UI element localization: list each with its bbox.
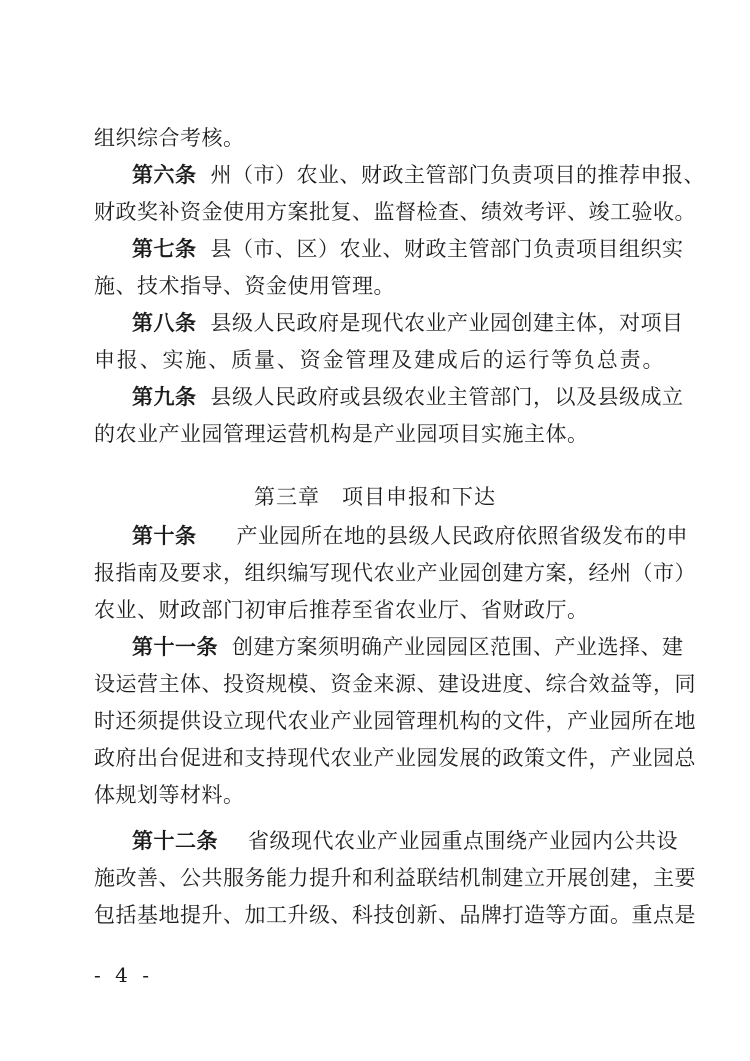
article-9-label: 第九条 [132, 384, 197, 409]
article-6-line-1: 第六条 州（市）农业、财政主管部门负责项目的推荐申报、 [132, 162, 705, 187]
article-7-line-1: 第七条 县（市、区）农业、财政主管部门负责项目组织实 [132, 236, 684, 261]
article-12-label: 第十二条 [132, 828, 218, 853]
article-7-label: 第七条 [132, 236, 197, 261]
article-11-label: 第十一条 [132, 634, 218, 659]
paragraph-continuation-line: 组织综合考核。 [94, 126, 245, 150]
article-7-line-2: 施、技术指导、资金使用管理。 [94, 274, 395, 298]
article-6-label: 第六条 [132, 162, 197, 187]
article-8-label: 第八条 [132, 310, 197, 335]
article-12-line-2: 施改善、公共服务能力提升和利益联结机制建立开展创建，主要 [94, 866, 696, 890]
article-6-line-2: 财政奖补资金使用方案批复、监督检查、绩效考评、竣工验收。 [94, 200, 696, 224]
article-12-line-3: 包括基地提升、加工升级、科技创新、品牌打造等方面。重点是 [94, 903, 696, 927]
article-10-label: 第十条 [132, 523, 197, 548]
article-8-line-2: 申报、实施、质量、资金管理及建成后的运行等负总责。 [94, 348, 664, 372]
article-10-line-1: 第十条 产业园所在地的县级人民政府依照省级发布的申 [132, 523, 688, 548]
page-number: - 4 - [94, 963, 153, 987]
article-11-line-4: 政府出台促进和支持现代农业产业园发展的政策文件，产业园总 [94, 746, 696, 770]
article-11-line-2: 设运营主体、投资规模、资金来源、建设进度、综合效益等，同 [94, 672, 696, 696]
article-9-line-1: 第九条 县级人民政府或县级农业主管部门，以及县级成立 [132, 384, 684, 409]
article-10-line-3: 农业、财政部门初审后推荐至省农业厅、省财政厅。 [94, 598, 589, 622]
article-9-line-2: 的农业产业园管理运营机构是产业园项目实施主体。 [94, 422, 589, 446]
article-11-line-3: 时还须提供设立现代农业产业园管理机构的文件，产业园所在地 [94, 709, 696, 733]
article-8-line-1: 第八条 县级人民政府是现代农业产业园创建主体，对项目 [132, 310, 684, 335]
article-12-line-1: 第十二条 省级现代农业产业园重点围绕产业园内公共设 [132, 828, 678, 853]
article-10-line-2: 报指南及要求，组织编写现代农业产业园创建方案，经州（市） [94, 561, 696, 585]
article-11-line-1: 第十一条 创建方案须明确产业园园区范围、产业选择、建 [132, 634, 684, 659]
article-11-line-5: 体规划等材料。 [94, 783, 245, 807]
chapter-3-heading: 第三章 项目申报和下达 [254, 485, 496, 509]
